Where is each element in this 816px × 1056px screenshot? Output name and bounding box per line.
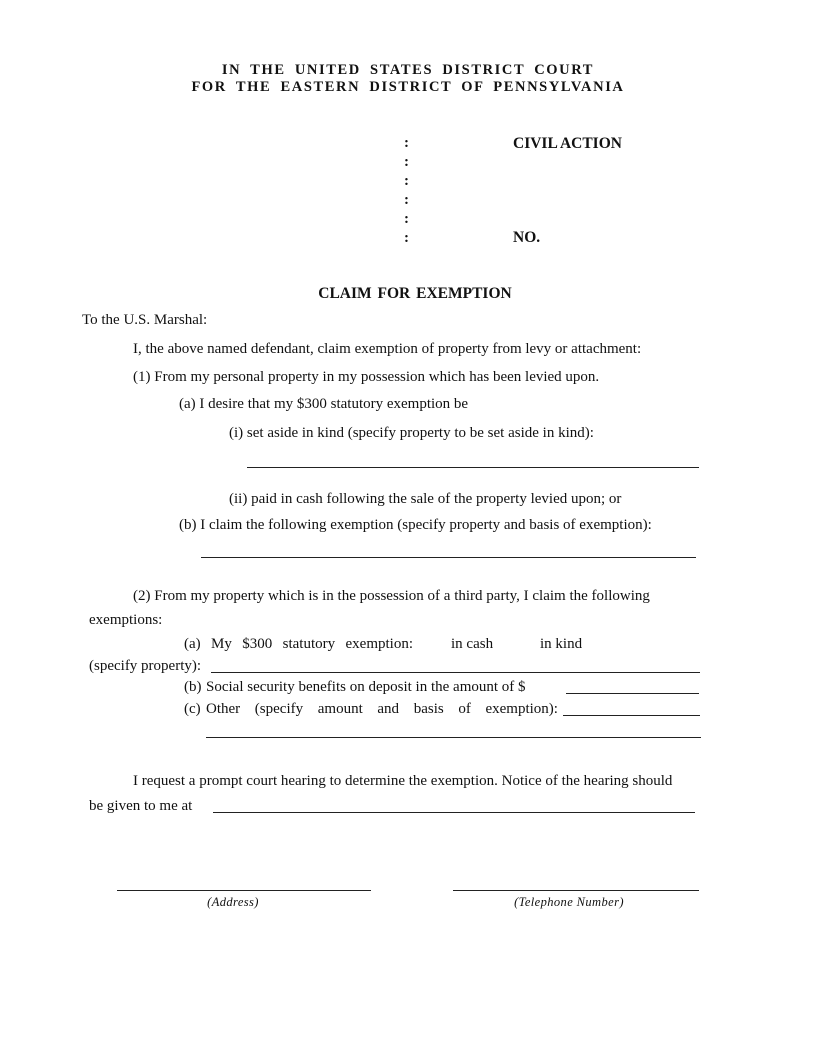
caption-colon: : (404, 211, 409, 227)
notice-address-field[interactable] (213, 812, 695, 813)
section-2a (184, 636, 413, 653)
section-1a: (a) I desire that my $300 statutory exemption be (179, 396, 469, 412)
section-2-heading-line-2: exemptions: (89, 612, 163, 628)
section-1a-i: (i) set aside in kind (specify property to be set aside in kind): (229, 425, 594, 441)
section-2c-word: exemption): (485, 701, 558, 717)
section-1a-ii: (ii) paid in cash following the sale of the property levied upon; or (229, 491, 622, 507)
in-cash-option[interactable]: in cash (451, 636, 494, 652)
telephone-label: (Telephone Number) (514, 895, 624, 909)
case-number-label: NO. (513, 229, 541, 246)
caption-colon: : (404, 230, 409, 246)
section-2a-word: (a) (184, 636, 201, 652)
section-2c-word: and (377, 701, 400, 717)
other-exemption-field-continued[interactable] (206, 737, 701, 738)
caption-colon: : (404, 135, 409, 151)
section-2a-word: statutory (282, 636, 336, 652)
hearing-request-line-2: be given to me at (89, 798, 193, 814)
section-2c-text (206, 701, 558, 718)
section-2a-word: My (211, 636, 232, 652)
section-1b: (b) I claim the following exemption (specify property and basis of exemption): (179, 517, 652, 533)
section-2c-word: of (458, 701, 471, 717)
address-label: (Address) (207, 895, 259, 909)
salutation: To the U.S. Marshal: (82, 312, 208, 328)
court-name-line-2: FOR THE EASTERN DISTRICT OF PENNSYLVANIA (191, 79, 625, 95)
hearing-request-line-1: I request a prompt court hearing to determine the exemption. Notice of the hearing should (133, 773, 673, 789)
section-2c-word: (specify (254, 701, 304, 717)
specify-property-label: (specify property): (89, 658, 202, 674)
telephone-field[interactable] (453, 890, 699, 891)
specify-property-field[interactable] (211, 672, 700, 673)
section-2-heading-line-1: (2) From my property which is in the possession of a third party, I claim the following (133, 588, 650, 604)
intro-statement: I, the above named defendant, claim exemption of property from levy or attachment: (133, 341, 642, 357)
other-exemption-field[interactable] (563, 715, 700, 716)
set-aside-in-kind-field[interactable] (247, 467, 699, 468)
section-2b-text: Social security benefits on deposit in the amount of $ (206, 679, 526, 695)
address-field[interactable] (117, 890, 371, 891)
caption-colon: : (404, 173, 409, 189)
social-security-amount-field[interactable] (566, 693, 699, 694)
court-name-line-1: IN THE UNITED STATES DISTRICT COURT (221, 62, 595, 78)
section-2a-word: $300 (242, 636, 273, 652)
caption-colon: : (404, 192, 409, 208)
section-2c-word: basis (413, 701, 444, 717)
caption-colon: : (404, 154, 409, 170)
section-1-heading: (1) From my personal property in my possession which has been levied upon. (133, 369, 600, 385)
civil-action-label: CIVIL ACTION (513, 135, 622, 152)
section-2b-prefix: (b) (184, 679, 202, 695)
in-kind-option[interactable]: in kind (540, 636, 583, 652)
claimed-exemption-field[interactable] (201, 557, 696, 558)
section-2c-word: amount (317, 701, 363, 717)
section-2c-word: Other (206, 701, 241, 717)
section-2c-prefix: (c) (184, 701, 201, 717)
section-2a-word: exemption: (345, 636, 413, 652)
document-title: CLAIM FOR EXEMPTION (318, 285, 512, 302)
